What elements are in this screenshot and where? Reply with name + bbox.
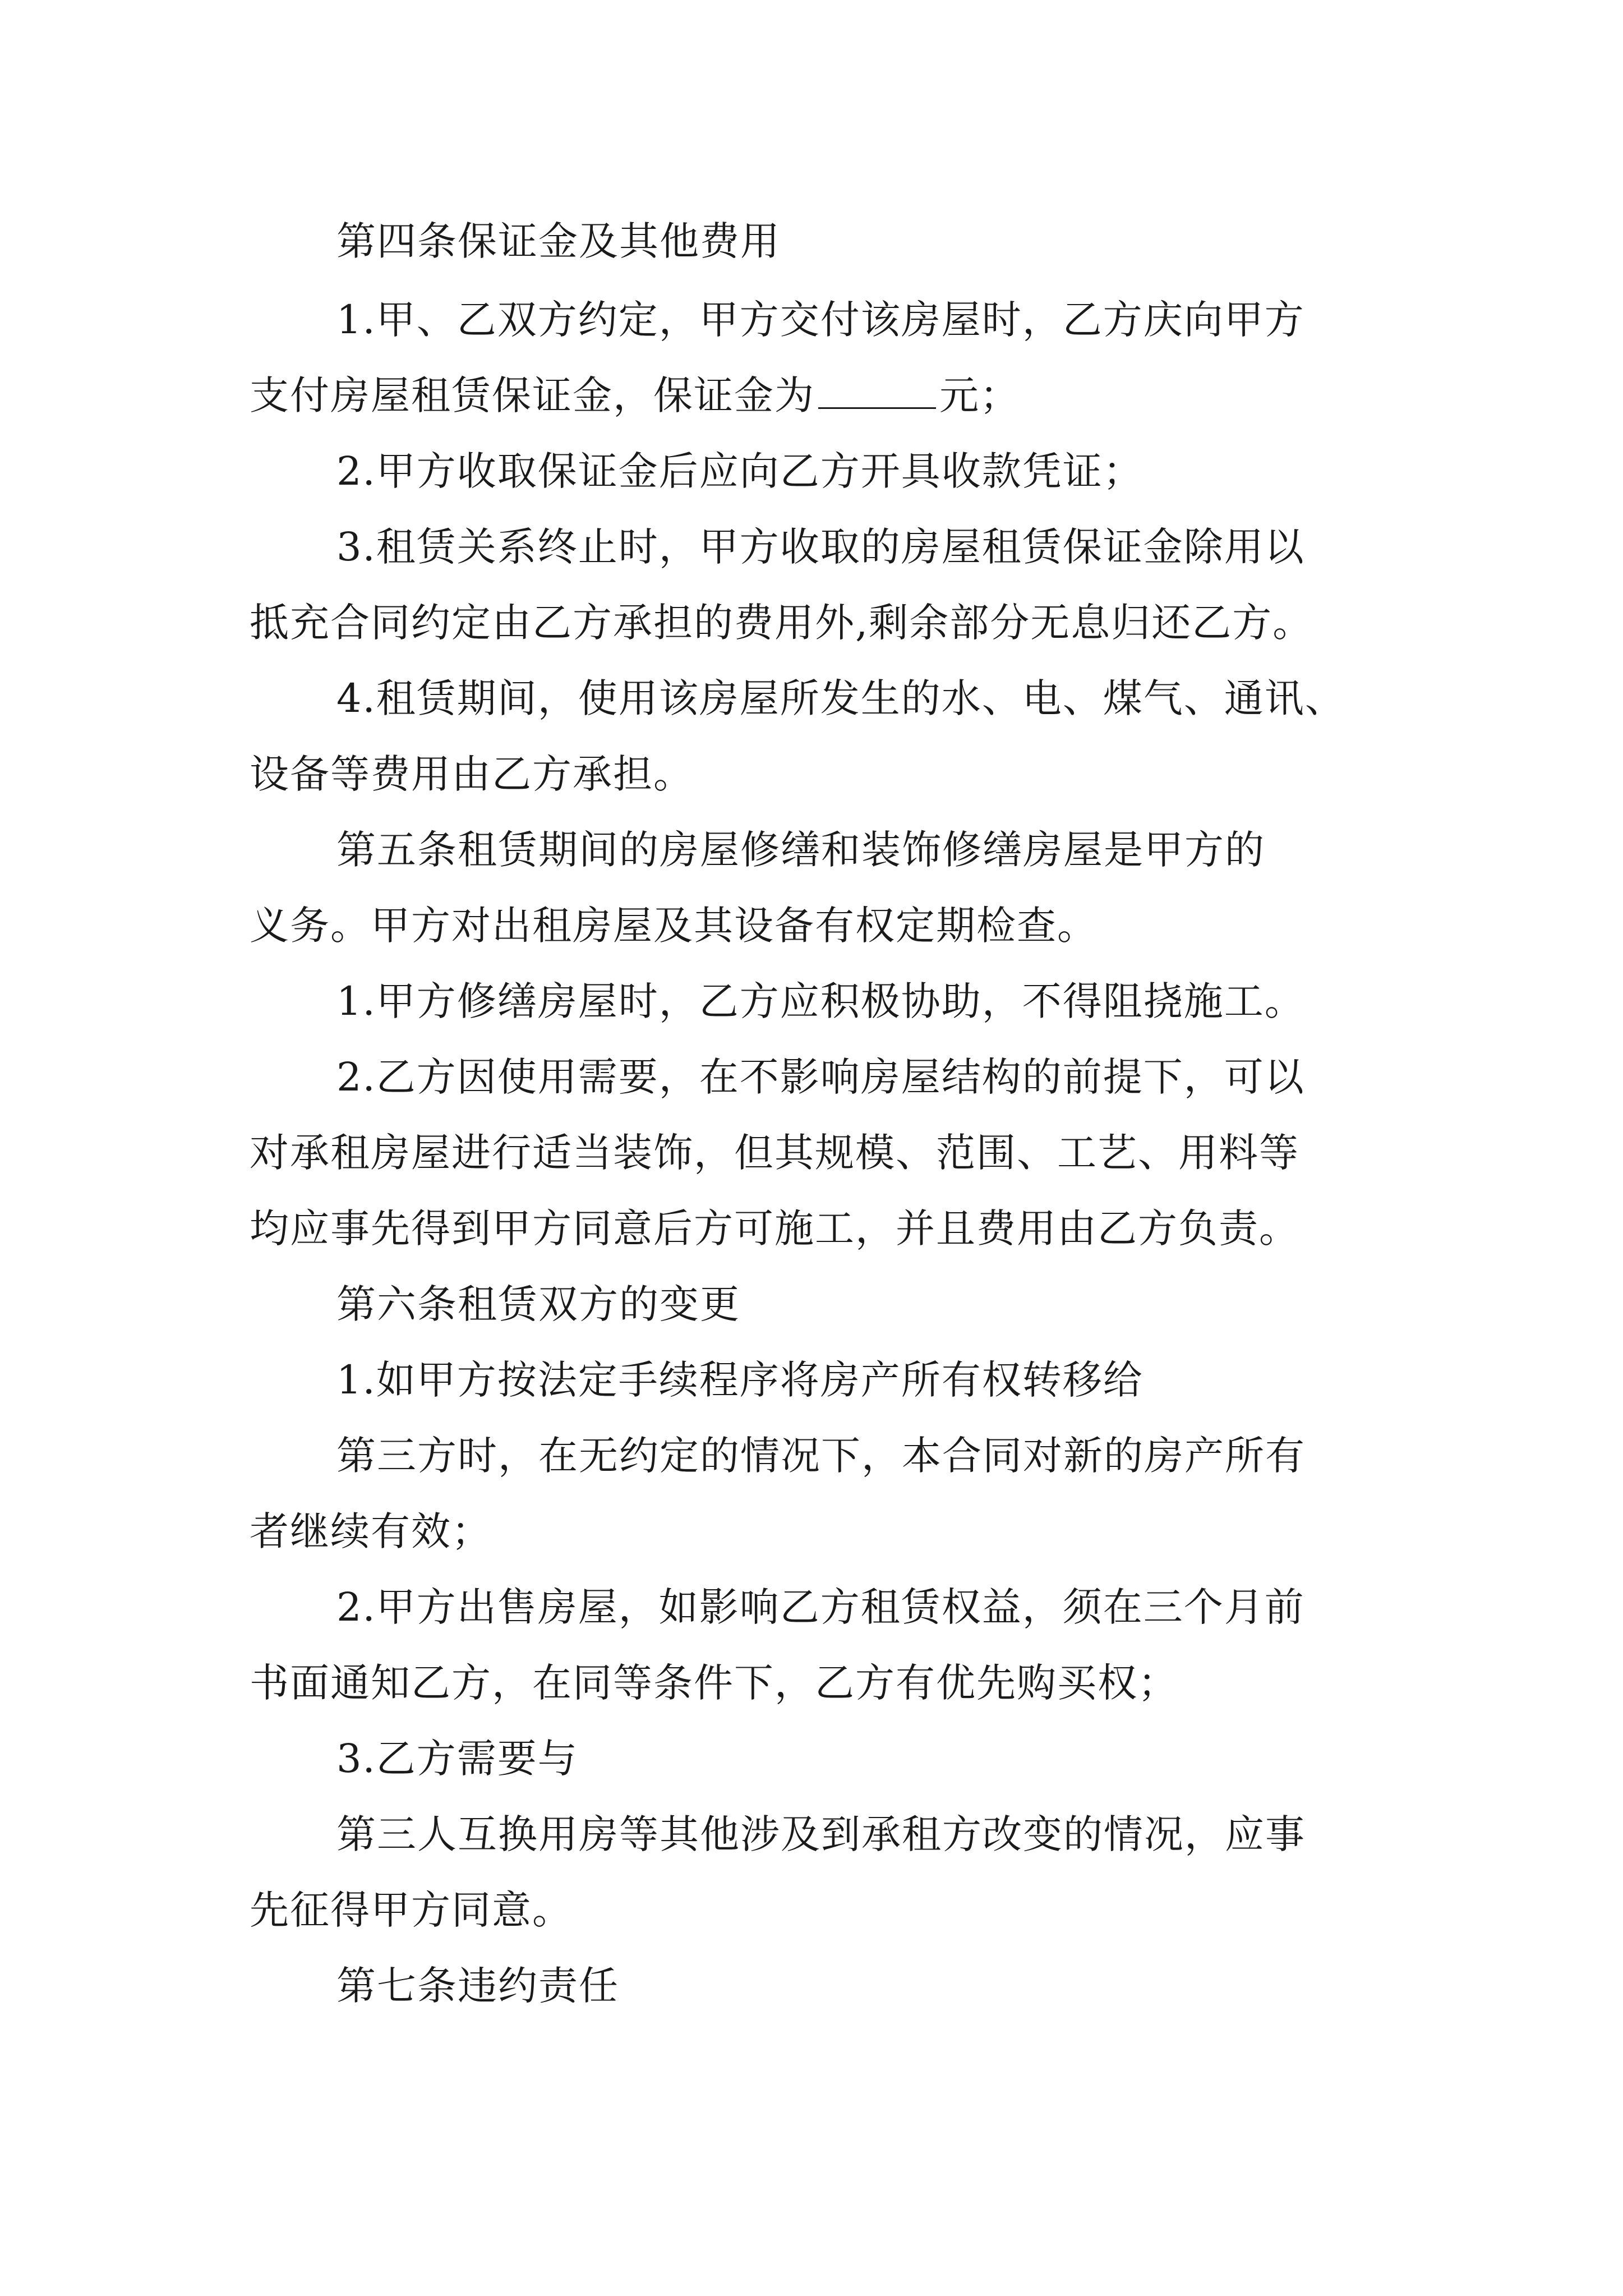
paragraph-line-with-blank: [250, 372, 1623, 418]
paragraph-line: 先征得甲方同意。: [250, 1887, 573, 1933]
paragraph-line: 第三方时，在无约定的情况下，本合同对新的房产所有: [336, 1433, 1306, 1479]
paragraph-line: 1.甲、乙双方约定，甲方交付该房屋时，乙方庆向甲方: [336, 297, 1305, 343]
paragraph-text: 元；: [939, 372, 1020, 418]
paragraph-line: 1.甲方修缮房屋时，乙方应积极协助，不得阻挠施工。: [336, 978, 1305, 1024]
paragraph-line: 者继续有效；: [250, 1508, 492, 1554]
paragraph-line: 2.乙方因使用需要，在不影响房屋结构的前提下，可以: [336, 1054, 1305, 1100]
paragraph-line: 2.甲方出售房屋，如影响乙方租赁权益，须在三个月前: [336, 1584, 1305, 1630]
paragraph-line: 义务。甲方对出租房屋及其设备有权定期检查。: [250, 903, 1098, 949]
paragraph-line: 第三人互换用房等其他涉及到承租方改变的情况，应事: [336, 1811, 1306, 1857]
section-heading-article-7: 第七条违约责任: [336, 1963, 619, 2009]
paragraph-line: 设备等费用由乙方承担。: [250, 751, 694, 797]
paragraph-line: 2.甲方收取保证金后应向乙方开具收款凭证；: [336, 448, 1144, 494]
paragraph-line: 均应事先得到甲方同意后方可施工，并且费用由乙方负责。: [250, 1205, 1299, 1251]
paragraph-line: 4.租赁期间，使用该房屋所发生的水、电、煤气、通讯、: [336, 675, 1345, 721]
deposit-amount-blank: [818, 378, 936, 409]
paragraph-line: 3.乙方需要与: [336, 1736, 578, 1782]
paragraph-line: 3.租赁关系终止时，甲方收取的房屋租赁保证金除用以: [336, 524, 1305, 570]
paragraph-line: 抵充合同约定由乙方承担的费用外,剩余部分无息归还乙方。: [250, 600, 1313, 646]
paragraph-text: 支付房屋租赁保证金，保证金为: [250, 372, 815, 418]
paragraph-line: 对承租房屋进行适当装饰，但其规模、范围、工艺、用料等: [250, 1130, 1299, 1176]
paragraph-line: 书面通知乙方，在同等条件下，乙方有优先购买权；: [250, 1660, 1178, 1706]
section-heading-article-6: 第六条租赁双方的变更: [336, 1281, 740, 1327]
section-heading-article-4: 第四条保证金及其他费用: [336, 218, 781, 264]
paragraph-line: 1.如甲方按法定手续程序将房产所有权转移给: [336, 1357, 1144, 1403]
section-heading-article-5: 第五条租赁期间的房屋修缮和装饰修缮房屋是甲方的: [336, 827, 1265, 873]
